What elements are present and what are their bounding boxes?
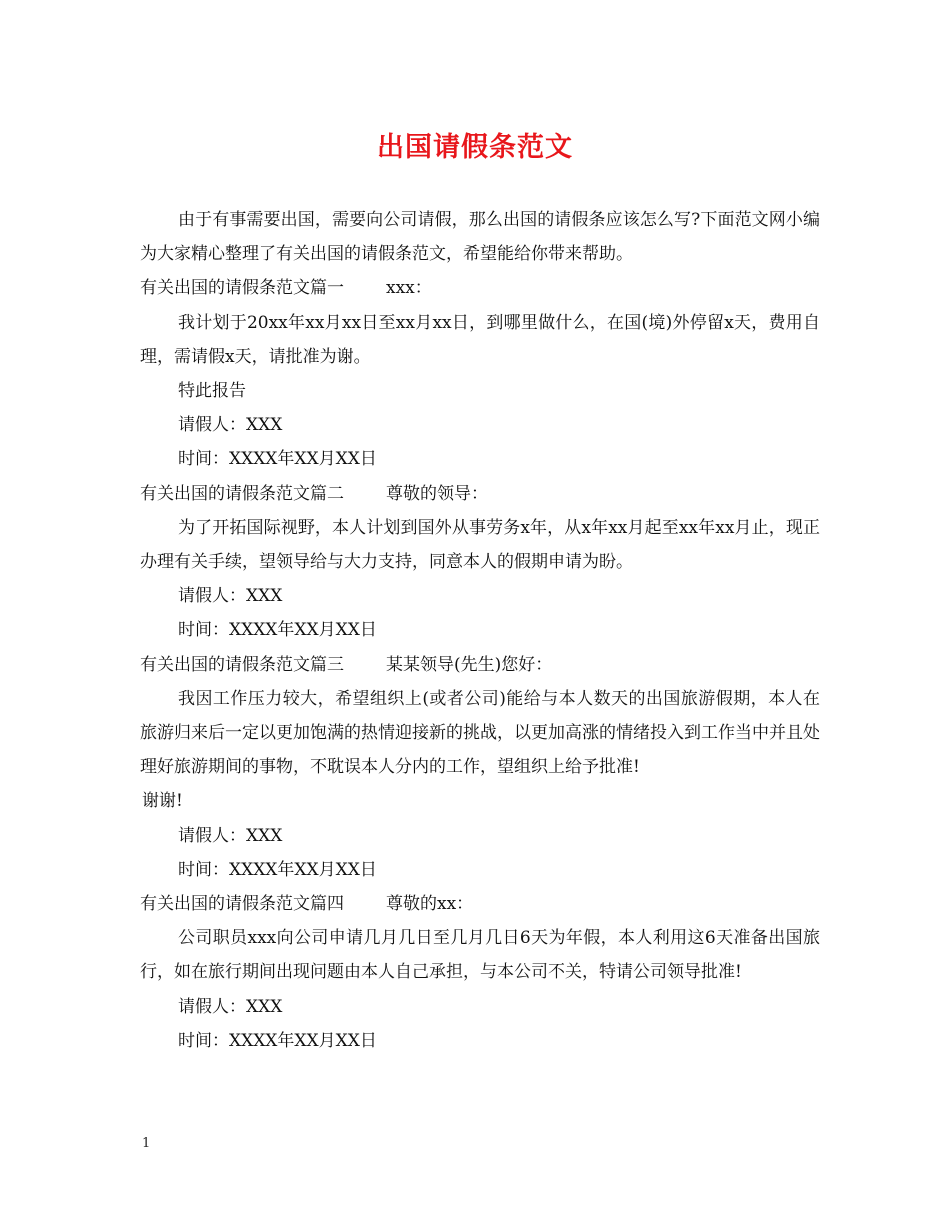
applicant-line: 请假人：XXX [178,415,283,436]
salutation: 尊敬的领导： [386,483,488,504]
salutation: 某某领导(先生)您好： [386,654,553,675]
section-1 [140,271,820,476]
section-body: 我计划于20xx年xx月xx日至xx月xx日，到哪里做什么，在国(境)外停留x天，费用自理，需请假x天，请批准为谢。 [140,312,820,367]
applicant-line: 请假人：XXX [178,586,283,607]
thanks-line: 谢谢! [142,791,183,812]
section-title: 有关出国的请假条范文篇四 [140,894,344,915]
page-number: 1 [142,1136,151,1151]
section-title: 有关出国的请假条范文篇二 [140,483,344,504]
section-body: 为了开拓国际视野，本人计划到国外从事劳务x年，从x年xx月起至xx年xx月止，现正办理有关手续，望领导给与大力支持，同意本人的假期申请为盼。 [140,517,820,573]
section-heading [140,648,820,682]
document-body [140,203,820,1058]
applicant-line: 请假人：XXX [178,996,283,1017]
intro-paragraph: 由于有事需要出国，需要向公司请假，那么出国的请假条应该怎么写?下面范文网小编为大家精心整理了有关出国的请假条范文，希望能给你带来帮助。 [140,210,820,265]
section-body: 公司职员xxx向公司申请几月几日至几月几日6天为年假，本人利用这6天准备出国旅行，如在旅行期间出现问题由本人自己承担，与本公司不关，特请公司领导批准! [140,928,820,983]
section-2 [140,477,820,648]
section-title: 有关出国的请假条范文篇一 [140,278,344,299]
section-3 [140,648,820,887]
applicant-line: 请假人：XXX [178,825,283,846]
salutation: 尊敬的xx： [386,894,474,915]
salutation: xxx： [386,278,432,299]
section-title: 有关出国的请假条范文篇三 [140,654,344,675]
date-line: 时间：XXXX年XX月XX日 [178,620,377,641]
date-line: 时间：XXXX年XX月XX日 [178,1030,377,1051]
section-body: 我因工作压力较大，希望组织上(或者公司)能给与本人数天的出国旅游假期，本人在旅游归来后一定以更加饱满的热情迎接新的挑战，以更加高涨的情绪投入到工作当中并且处理好旅游期间的事物，不耽误本人分内的工作，望组织上给予批准! [140,688,820,778]
date-line: 时间：XXXX年XX月XX日 [178,449,377,470]
date-line: 时间：XXXX年XX月XX日 [178,859,377,880]
section-heading [140,477,820,511]
closing-line: 特此报告 [178,381,246,402]
document-title: 出国请假条范文 [377,132,573,163]
section-heading [140,887,820,921]
section-4 [140,887,820,1058]
section-heading [140,271,820,305]
